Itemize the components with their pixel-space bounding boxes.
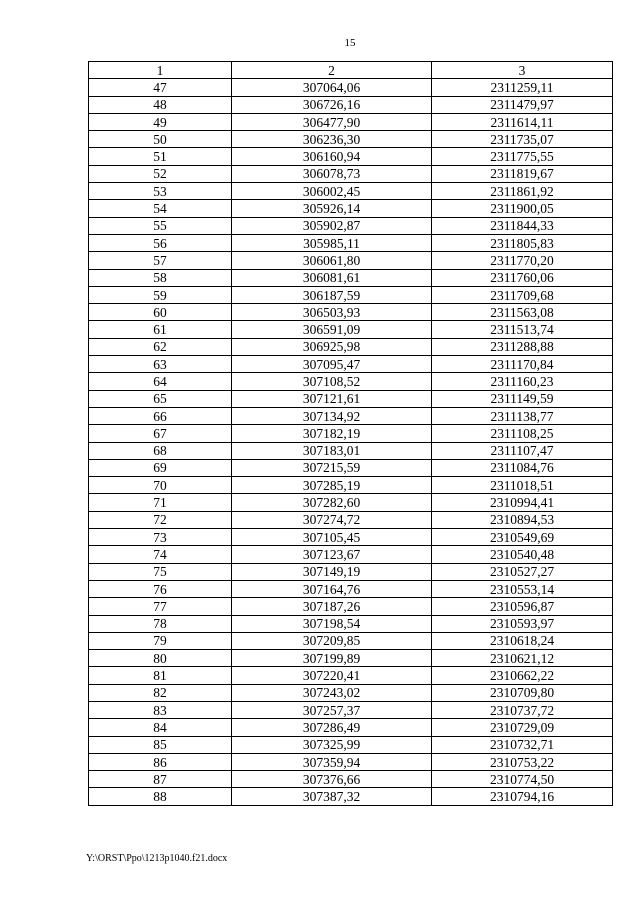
- point-number-cell: 78: [89, 615, 232, 632]
- y-coordinate-cell: 2310662,22: [432, 667, 613, 684]
- x-coordinate-cell: 306477,90: [232, 113, 432, 130]
- y-coordinate-cell: 2310737,72: [432, 701, 613, 718]
- x-coordinate-cell: 307274,72: [232, 511, 432, 528]
- x-coordinate-cell: 307282,60: [232, 494, 432, 511]
- point-number-cell: 86: [89, 753, 232, 770]
- y-coordinate-cell: 2311735,07: [432, 131, 613, 148]
- point-number-cell: 84: [89, 719, 232, 736]
- point-number-cell: 54: [89, 200, 232, 217]
- point-number-cell: 81: [89, 667, 232, 684]
- point-number-cell: 79: [89, 632, 232, 649]
- y-coordinate-cell: 2311805,83: [432, 234, 613, 251]
- page-number: 15: [344, 37, 356, 49]
- point-number-cell: 59: [89, 286, 232, 303]
- table-row: [89, 546, 613, 563]
- point-number-cell: 53: [89, 183, 232, 200]
- x-coordinate-cell: 307243,02: [232, 684, 432, 701]
- y-coordinate-cell: 2310596,87: [432, 598, 613, 615]
- y-coordinate-cell: 2311900,05: [432, 200, 613, 217]
- table-row: [89, 598, 613, 615]
- point-number-cell: 65: [89, 390, 232, 407]
- y-coordinate-cell: 2310774,50: [432, 771, 613, 788]
- footer-file-path: Y:\ORST\Ppo\1213p1040.f21.docx: [86, 853, 228, 864]
- y-coordinate-cell: 2311861,92: [432, 183, 613, 200]
- y-coordinate-cell: 2311107,47: [432, 442, 613, 459]
- table-row: [89, 684, 613, 701]
- table-row: [89, 425, 613, 442]
- x-coordinate-cell: 307149,19: [232, 563, 432, 580]
- point-number-cell: 85: [89, 736, 232, 753]
- y-coordinate-cell: 2311138,77: [432, 407, 613, 424]
- table-row: [89, 615, 613, 632]
- x-coordinate-cell: 306187,59: [232, 286, 432, 303]
- x-coordinate-cell: 307285,19: [232, 477, 432, 494]
- table-body: [89, 79, 613, 805]
- coordinates-table: [88, 61, 613, 806]
- y-coordinate-cell: 2311160,23: [432, 373, 613, 390]
- table-row: [89, 442, 613, 459]
- x-coordinate-cell: 306925,98: [232, 338, 432, 355]
- x-coordinate-cell: 307123,67: [232, 546, 432, 563]
- table-row: [89, 667, 613, 684]
- y-coordinate-cell: 2311170,84: [432, 356, 613, 373]
- x-coordinate-cell: 307257,37: [232, 701, 432, 718]
- table-row: [89, 338, 613, 355]
- x-coordinate-cell: 306236,30: [232, 131, 432, 148]
- y-coordinate-cell: 2310540,48: [432, 546, 613, 563]
- table-row: [89, 511, 613, 528]
- x-coordinate-cell: 307095,47: [232, 356, 432, 373]
- y-coordinate-cell: 2311084,76: [432, 459, 613, 476]
- y-coordinate-cell: 2311844,33: [432, 217, 613, 234]
- point-number-cell: 64: [89, 373, 232, 390]
- table-row: [89, 390, 613, 407]
- x-coordinate-cell: 307198,54: [232, 615, 432, 632]
- x-coordinate-cell: 307187,26: [232, 598, 432, 615]
- y-coordinate-cell: 2310729,09: [432, 719, 613, 736]
- point-number-cell: 48: [89, 96, 232, 113]
- y-coordinate-cell: 2311563,08: [432, 304, 613, 321]
- y-coordinate-cell: 2311775,55: [432, 148, 613, 165]
- x-coordinate-cell: 306061,80: [232, 252, 432, 269]
- point-number-cell: 50: [89, 131, 232, 148]
- point-number-cell: 61: [89, 321, 232, 338]
- x-coordinate-cell: 305926,14: [232, 200, 432, 217]
- point-number-cell: 52: [89, 165, 232, 182]
- point-number-cell: 69: [89, 459, 232, 476]
- point-number-cell: 58: [89, 269, 232, 286]
- point-number-cell: 87: [89, 771, 232, 788]
- column-header-3: 3: [432, 62, 613, 79]
- column-header-1: 1: [89, 62, 232, 79]
- point-number-cell: 47: [89, 79, 232, 96]
- x-coordinate-cell: 307286,49: [232, 719, 432, 736]
- x-coordinate-cell: 307215,59: [232, 459, 432, 476]
- y-coordinate-cell: 2311770,20: [432, 252, 613, 269]
- x-coordinate-cell: 306078,73: [232, 165, 432, 182]
- point-number-cell: 70: [89, 477, 232, 494]
- y-coordinate-cell: 2311149,59: [432, 390, 613, 407]
- table-row: [89, 753, 613, 770]
- table-row: [89, 200, 613, 217]
- table-row: [89, 234, 613, 251]
- x-coordinate-cell: 307209,85: [232, 632, 432, 649]
- table-row: [89, 165, 613, 182]
- column-header-2: 2: [232, 62, 432, 79]
- table-row: [89, 113, 613, 130]
- x-coordinate-cell: 306081,61: [232, 269, 432, 286]
- y-coordinate-cell: 2310553,14: [432, 580, 613, 597]
- y-coordinate-cell: 2310621,12: [432, 650, 613, 667]
- y-coordinate-cell: 2310593,97: [432, 615, 613, 632]
- x-coordinate-cell: 306160,94: [232, 148, 432, 165]
- point-number-cell: 77: [89, 598, 232, 615]
- y-coordinate-cell: 2310753,22: [432, 753, 613, 770]
- table-header-row: [89, 62, 613, 79]
- y-coordinate-cell: 2310709,80: [432, 684, 613, 701]
- point-number-cell: 88: [89, 788, 232, 805]
- x-coordinate-cell: 307325,99: [232, 736, 432, 753]
- point-number-cell: 56: [89, 234, 232, 251]
- table-row: [89, 701, 613, 718]
- x-coordinate-cell: 307164,76: [232, 580, 432, 597]
- table-row: [89, 632, 613, 649]
- point-number-cell: 60: [89, 304, 232, 321]
- table-row: [89, 252, 613, 269]
- y-coordinate-cell: 2311018,51: [432, 477, 613, 494]
- point-number-cell: 74: [89, 546, 232, 563]
- x-coordinate-cell: 307134,92: [232, 407, 432, 424]
- table-row: [89, 494, 613, 511]
- table-row: [89, 373, 613, 390]
- point-number-cell: 67: [89, 425, 232, 442]
- table-row: [89, 407, 613, 424]
- table-row: [89, 304, 613, 321]
- x-coordinate-cell: 307121,61: [232, 390, 432, 407]
- x-coordinate-cell: 307108,52: [232, 373, 432, 390]
- x-coordinate-cell: 307105,45: [232, 529, 432, 546]
- table-header: [89, 62, 613, 79]
- x-coordinate-cell: 306591,09: [232, 321, 432, 338]
- y-coordinate-cell: 2311760,06: [432, 269, 613, 286]
- table-row: [89, 529, 613, 546]
- y-coordinate-cell: 2311259,11: [432, 79, 613, 96]
- table-row: [89, 321, 613, 338]
- table-row: [89, 459, 613, 476]
- table-row: [89, 356, 613, 373]
- table-row: [89, 580, 613, 597]
- point-number-cell: 55: [89, 217, 232, 234]
- y-coordinate-cell: 2310618,24: [432, 632, 613, 649]
- y-coordinate-cell: 2310527,27: [432, 563, 613, 580]
- x-coordinate-cell: 307359,94: [232, 753, 432, 770]
- y-coordinate-cell: 2311819,67: [432, 165, 613, 182]
- x-coordinate-cell: 305902,87: [232, 217, 432, 234]
- point-number-cell: 66: [89, 407, 232, 424]
- table-row: [89, 563, 613, 580]
- point-number-cell: 73: [89, 529, 232, 546]
- table-row: [89, 771, 613, 788]
- table-row: [89, 148, 613, 165]
- y-coordinate-cell: 2310994,41: [432, 494, 613, 511]
- y-coordinate-cell: 2311709,68: [432, 286, 613, 303]
- y-coordinate-cell: 2311108,25: [432, 425, 613, 442]
- table-row: [89, 477, 613, 494]
- point-number-cell: 80: [89, 650, 232, 667]
- point-number-cell: 82: [89, 684, 232, 701]
- y-coordinate-cell: 2311479,97: [432, 96, 613, 113]
- x-coordinate-cell: 306503,93: [232, 304, 432, 321]
- x-coordinate-cell: 307387,32: [232, 788, 432, 805]
- y-coordinate-cell: 2310732,71: [432, 736, 613, 753]
- y-coordinate-cell: 2311288,88: [432, 338, 613, 355]
- table-row: [89, 719, 613, 736]
- point-number-cell: 72: [89, 511, 232, 528]
- table-row: [89, 736, 613, 753]
- x-coordinate-cell: 306002,45: [232, 183, 432, 200]
- point-number-cell: 57: [89, 252, 232, 269]
- point-number-cell: 51: [89, 148, 232, 165]
- x-coordinate-cell: 305985,11: [232, 234, 432, 251]
- table-row: [89, 183, 613, 200]
- y-coordinate-cell: 2310894,53: [432, 511, 613, 528]
- point-number-cell: 63: [89, 356, 232, 373]
- point-number-cell: 68: [89, 442, 232, 459]
- table-row: [89, 650, 613, 667]
- table-row: [89, 788, 613, 805]
- table-row: [89, 269, 613, 286]
- x-coordinate-cell: 307376,66: [232, 771, 432, 788]
- y-coordinate-cell: 2310549,69: [432, 529, 613, 546]
- point-number-cell: 49: [89, 113, 232, 130]
- x-coordinate-cell: 307199,89: [232, 650, 432, 667]
- table-row: [89, 96, 613, 113]
- table-row: [89, 217, 613, 234]
- x-coordinate-cell: 307064,06: [232, 79, 432, 96]
- point-number-cell: 75: [89, 563, 232, 580]
- point-number-cell: 76: [89, 580, 232, 597]
- table-row: [89, 286, 613, 303]
- point-number-cell: 71: [89, 494, 232, 511]
- point-number-cell: 83: [89, 701, 232, 718]
- table-row: [89, 79, 613, 96]
- x-coordinate-cell: 307220,41: [232, 667, 432, 684]
- x-coordinate-cell: 306726,16: [232, 96, 432, 113]
- y-coordinate-cell: 2311513,74: [432, 321, 613, 338]
- table-row: [89, 131, 613, 148]
- x-coordinate-cell: 307182,19: [232, 425, 432, 442]
- y-coordinate-cell: 2310794,16: [432, 788, 613, 805]
- x-coordinate-cell: 307183,01: [232, 442, 432, 459]
- y-coordinate-cell: 2311614,11: [432, 113, 613, 130]
- point-number-cell: 62: [89, 338, 232, 355]
